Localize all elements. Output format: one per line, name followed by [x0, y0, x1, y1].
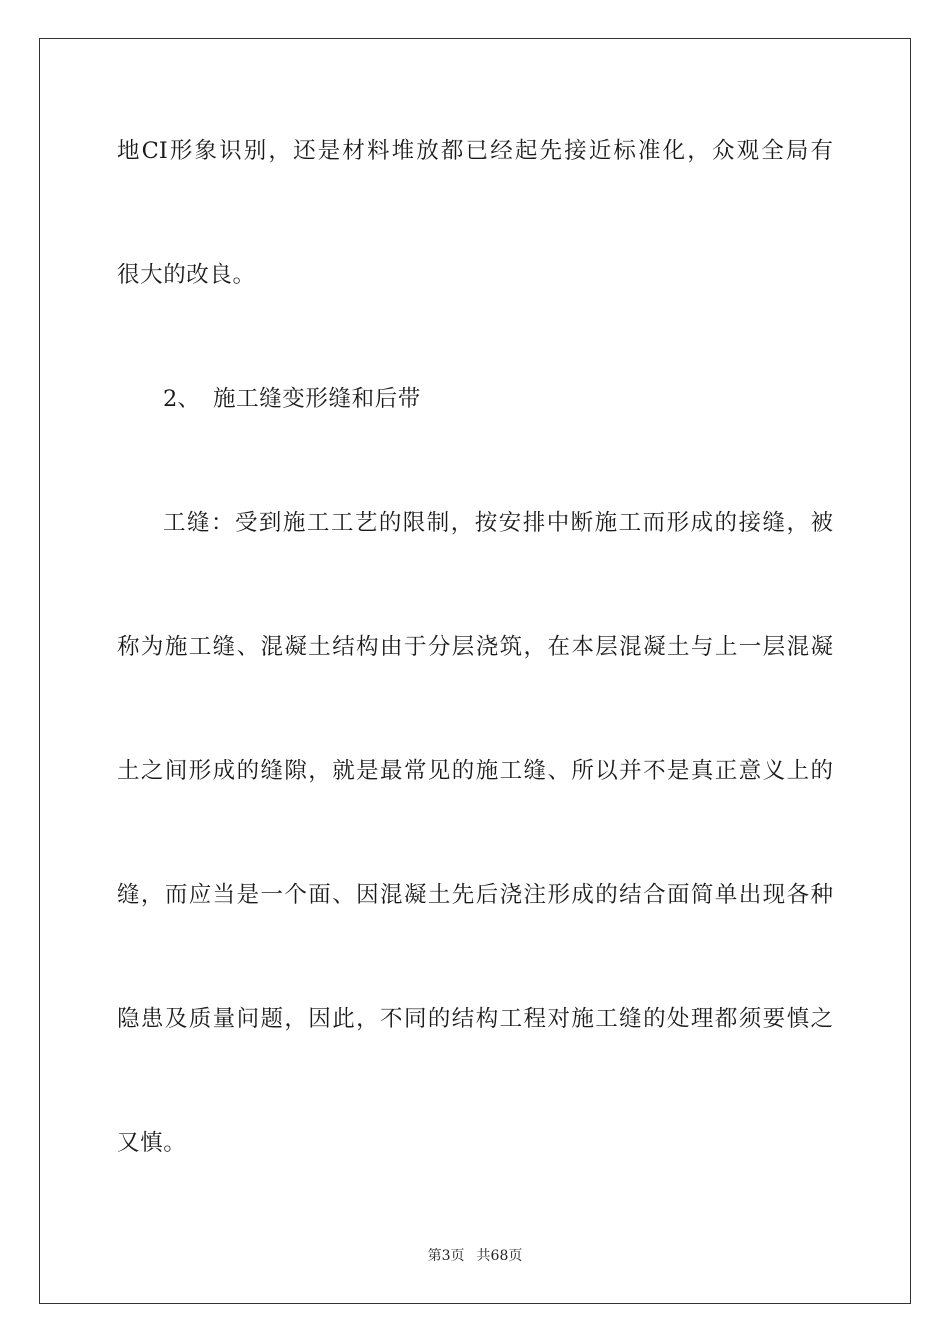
- paragraph-line: 地CI形象识别，还是材料堆放都已经起先接近标准化，众观全局有: [117, 138, 833, 164]
- section-heading: 施工缝变形缝和后带: [213, 386, 421, 412]
- paragraph-line: 隐患及质量问题，因此，不同的结构工程对施工缝的处理都须要慎之: [117, 1006, 833, 1032]
- paragraph-line: 缝，而应当是一个面、因混凝土先后浇注形成的结合面简单出现各种: [117, 882, 833, 908]
- section-number: 2、: [163, 386, 200, 412]
- paragraph-line: 很大的改良。: [117, 262, 256, 288]
- page-number: 第3页: [427, 1248, 465, 1264]
- paragraph-line: 又慎。: [117, 1130, 187, 1156]
- page-footer: [0, 1246, 950, 1266]
- total-pages: 共68页: [476, 1248, 523, 1264]
- paragraph-line: 称为施工缝、混凝土结构由于分层浇筑，在本层混凝土与上一层混凝: [117, 634, 833, 660]
- paragraph-line: 工缝：受到施工工艺的限制，按安排中断施工而形成的接缝，被: [163, 510, 833, 536]
- paragraph-line: 土之间形成的缝隙，就是最常见的施工缝、所以并不是真正意义上的: [117, 758, 833, 784]
- page-frame: [39, 38, 911, 1304]
